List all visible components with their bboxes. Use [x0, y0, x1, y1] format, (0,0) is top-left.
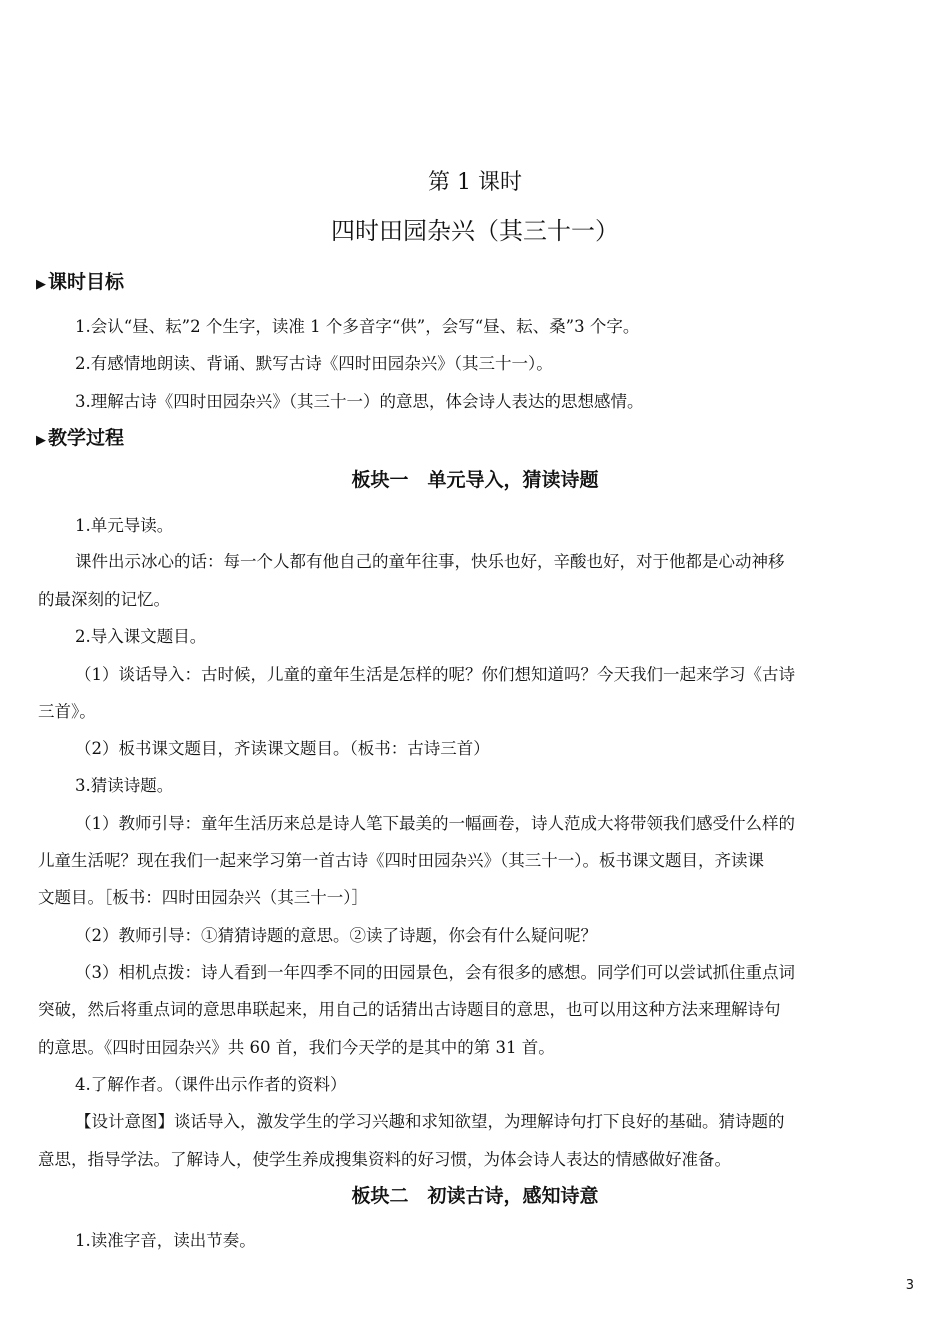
objective-item: 2.有感情地朗读、背诵、默写古诗《四时田园杂兴》（其三十一）。: [75, 354, 553, 373]
paragraph-line: 1.读准字音，读出节奏。: [75, 1231, 256, 1250]
page-number: 3: [905, 1278, 914, 1293]
paragraph-line: 1.单元导读。: [75, 516, 174, 535]
objectives-heading-text: 课时目标: [48, 271, 125, 293]
lesson-number-heading: 第 1 课时: [428, 170, 522, 195]
block1-title: 板块一 单元导入，猜读诗题: [351, 469, 599, 491]
poem-title-heading: 四时田园杂兴（其三十一）: [331, 217, 619, 245]
paragraph-line: 2.导入课文题目。: [75, 627, 207, 646]
process-heading: [36, 424, 124, 455]
process-heading-text: 教学过程: [48, 427, 125, 449]
paragraph-line: 的意思。《四时田园杂兴》共 60 首，我们今天学的是其中的第 31 首。: [38, 1038, 555, 1057]
paragraph-line: 3.猜读诗题。: [75, 776, 174, 795]
design-intent-line: 【设计意图】谈话导入，激发学生的学习兴趣和求知欲望，为理解诗句打下良好的基础。猜诗题的: [75, 1112, 785, 1131]
triangle-bullet-icon: ▶: [36, 277, 46, 292]
paragraph-line: 的最深刻的记忆。: [38, 590, 170, 609]
triangle-bullet-icon: ▶: [36, 433, 46, 448]
paragraph-line: 4.了解作者。（课件出示作者的资料）: [75, 1075, 347, 1094]
design-intent-line: 意思，指导学法。了解诗人，使学生养成搜集资料的好习惯，为体会诗人表达的情感做好准备。: [38, 1150, 731, 1169]
paragraph-line: 儿童生活呢？现在我们一起来学习第一首古诗《四时田园杂兴》（其三十一）。板书课文题目，齐读课: [38, 851, 764, 870]
block2-title: 板块二 初读古诗，感知诗意: [351, 1185, 599, 1207]
paragraph-line: （1）谈话导入：古时候，儿童的童年生活是怎样的呢？你们想知道吗？今天我们一起来学习《古诗: [75, 665, 795, 684]
paragraph-line: 文题目。［板书：四时田园杂兴（其三十一）］: [38, 888, 368, 907]
paragraph-line: （3）相机点拨：诗人看到一年四季不同的田园景色，会有很多的感想。同学们可以尝试抓住重点词: [75, 963, 795, 982]
objectives-heading: [36, 268, 124, 299]
paragraph-line: 三首》。: [38, 702, 96, 721]
paragraph-line: （2）教师引导：①猜猜诗题的意思。②读了诗题，你会有什么疑问呢？: [75, 926, 597, 945]
paragraph-line: 课件出示冰心的话：每一个人都有他自己的童年往事，快乐也好，辛酸也好，对于他都是心动神移: [75, 552, 785, 571]
paragraph-line: （2）板书课文题目，齐读课文题目。（板书：古诗三首）: [75, 739, 490, 758]
paragraph-line: 突破，然后将重点词的意思串联起来，用自己的话猜出古诗题目的意思，也可以用这种方法来理解诗句: [38, 1000, 781, 1019]
paragraph-line: （1）教师引导：童年生活历来总是诗人笔下最美的一幅画卷，诗人范成大将带领我们感受什么样的: [75, 814, 795, 833]
objective-item: 3.理解古诗《四时田园杂兴》（其三十一）的意思，体会诗人表达的思想感情。: [75, 392, 644, 411]
objective-item: 1.会认“昼、耘”2 个生字，读准 1 个多音字“供”，会写“昼、耘、桑”3 个字。: [75, 317, 640, 336]
